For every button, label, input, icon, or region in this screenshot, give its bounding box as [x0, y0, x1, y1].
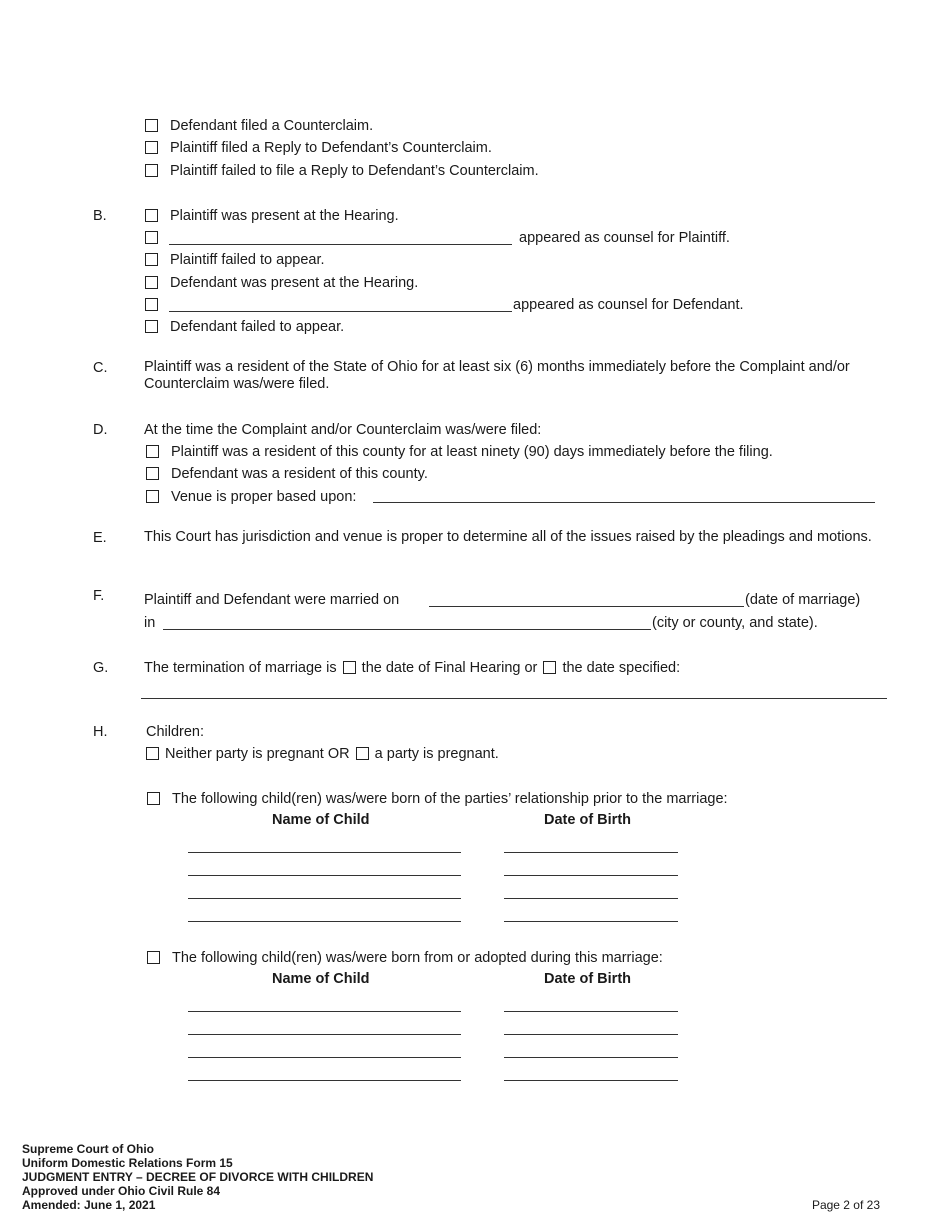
- defendant-failed-checkbox[interactable]: [145, 320, 158, 333]
- counterclaim-checkbox[interactable]: [145, 119, 158, 132]
- marriage-date-field[interactable]: [429, 606, 744, 607]
- during-name-header: Name of Child: [272, 971, 370, 987]
- prior-dob-header: Date of Birth: [544, 812, 631, 828]
- section-d-intro: At the time the Complaint and/or Counterclaim was/were filed:: [144, 422, 542, 438]
- prior-child-name-field[interactable]: [188, 921, 461, 922]
- during-dob-header: Date of Birth: [544, 971, 631, 987]
- during-child-name-field[interactable]: [188, 1080, 461, 1081]
- section-c-text: Plaintiff was a resident of the State of Ohio for at least six (6) months immediately before the Complaint and/or Counterclaim was/were filed.: [144, 359, 850, 392]
- neither-pregnant-label: Neither party is pregnant OR: [165, 746, 350, 762]
- section-c-letter: C.: [93, 360, 108, 376]
- defendant-present-checkbox[interactable]: [145, 276, 158, 289]
- counterclaim-label: Defendant filed a Counterclaim.: [170, 118, 374, 134]
- section-b-letter: B.: [93, 208, 107, 224]
- reply-counterclaim-label: Plaintiff filed a Reply to Defendant’s Counterclaim.: [170, 140, 492, 156]
- children-title: Children:: [146, 724, 205, 740]
- section-f-letter: F.: [93, 588, 105, 604]
- prior-name-header: Name of Child: [272, 812, 370, 828]
- marriage-place-caption: (city or county, and state).: [652, 615, 818, 631]
- defendant-county-resident-checkbox[interactable]: [146, 467, 159, 480]
- prior-child-dob-field[interactable]: [504, 852, 678, 853]
- prior-child-dob-field[interactable]: [504, 921, 678, 922]
- married-on-label: Plaintiff and Defendant were married on: [144, 592, 400, 608]
- during-child-dob-field[interactable]: [504, 1057, 678, 1058]
- final-hearing-label: the date of Final Hearing or: [361, 660, 538, 676]
- venue-basis-field[interactable]: [373, 502, 875, 503]
- children-during-checkbox[interactable]: [147, 951, 160, 964]
- children-prior-checkbox[interactable]: [147, 792, 160, 805]
- section-e-letter: E.: [93, 530, 107, 546]
- party-pregnant-checkbox[interactable]: [356, 747, 369, 760]
- section-h-letter: H.: [93, 724, 108, 740]
- plaintiff-county-resident-checkbox[interactable]: [146, 445, 159, 458]
- footer-form-number: Uniform Domestic Relations Form 15: [22, 1156, 233, 1170]
- venue-proper-checkbox[interactable]: [146, 490, 159, 503]
- section-g-letter: G.: [93, 660, 109, 676]
- plaintiff-county-resident-label: Plaintiff was a resident of this county for at least ninety (90) days immediately before the filing.: [171, 444, 773, 460]
- prior-child-dob-field[interactable]: [504, 875, 678, 876]
- final-hearing-checkbox[interactable]: [343, 661, 356, 674]
- marriage-place-field[interactable]: [163, 629, 651, 630]
- footer-approval: Approved under Ohio Civil Rule 84: [22, 1184, 221, 1198]
- page-number: Page 2 of 23: [811, 1198, 880, 1212]
- termination-row: [144, 659, 680, 677]
- footer-court: Supreme Court of Ohio: [22, 1142, 154, 1156]
- prior-child-name-field[interactable]: [188, 875, 461, 876]
- prior-child-dob-field[interactable]: [504, 898, 678, 899]
- prior-child-name-field[interactable]: [188, 898, 461, 899]
- defendant-county-resident-label: Defendant was a resident of this county.: [171, 466, 428, 482]
- plaintiff-failed-label: Plaintiff failed to appear.: [170, 252, 325, 268]
- during-child-name-field[interactable]: [188, 1011, 461, 1012]
- during-child-dob-field[interactable]: [504, 1011, 678, 1012]
- date-specified-label: the date specified:: [562, 660, 681, 676]
- defendant-counsel-label: appeared as counsel for Defendant.: [513, 297, 744, 313]
- no-reply-counterclaim-checkbox[interactable]: [145, 164, 158, 177]
- footer-form-title: JUDGMENT ENTRY – DECREE OF DIVORCE WITH CHILDREN: [22, 1170, 374, 1184]
- footer-amended: Amended: June 1, 2021: [22, 1198, 156, 1212]
- reply-counterclaim-checkbox[interactable]: [145, 141, 158, 154]
- defendant-counsel-field[interactable]: [169, 311, 512, 312]
- marriage-in-label: in: [144, 615, 156, 631]
- defendant-failed-label: Defendant failed to appear.: [170, 319, 345, 335]
- plaintiff-counsel-checkbox[interactable]: [145, 231, 158, 244]
- party-pregnant-label: a party is pregnant.: [374, 746, 499, 762]
- termination-text: The termination of marriage is: [144, 660, 337, 676]
- plaintiff-counsel-field[interactable]: [169, 244, 512, 245]
- plaintiff-present-label: Plaintiff was present at the Hearing.: [170, 208, 399, 224]
- form-footer: [22, 1142, 373, 1212]
- defendant-counsel-checkbox[interactable]: [145, 298, 158, 311]
- termination-date-field[interactable]: [141, 698, 887, 699]
- during-child-dob-field[interactable]: [504, 1034, 678, 1035]
- plaintiff-present-checkbox[interactable]: [145, 209, 158, 222]
- section-d-letter: D.: [93, 422, 108, 438]
- during-child-name-field[interactable]: [188, 1057, 461, 1058]
- plaintiff-counsel-label: appeared as counsel for Plaintiff.: [519, 230, 730, 246]
- date-specified-checkbox[interactable]: [543, 661, 556, 674]
- venue-proper-label: Venue is proper based upon:: [171, 489, 357, 505]
- pregnancy-row: [146, 745, 499, 763]
- defendant-present-label: Defendant was present at the Hearing.: [170, 275, 419, 291]
- neither-pregnant-checkbox[interactable]: [146, 747, 159, 760]
- prior-child-name-field[interactable]: [188, 852, 461, 853]
- during-child-dob-field[interactable]: [504, 1080, 678, 1081]
- children-prior-label: The following child(ren) was/were born of the parties’ relationship prior to the marriage:: [172, 791, 728, 807]
- plaintiff-failed-checkbox[interactable]: [145, 253, 158, 266]
- children-during-label: The following child(ren) was/were born from or adopted during this marriage:: [172, 950, 663, 966]
- during-child-name-field[interactable]: [188, 1034, 461, 1035]
- marriage-date-caption: (date of marriage): [745, 592, 861, 608]
- section-e-text: This Court has jurisdiction and venue is proper to determine all of the issues raised by the pleadings and motions.: [144, 529, 872, 545]
- no-reply-counterclaim-label: Plaintiff failed to file a Reply to Defendant’s Counterclaim.: [170, 163, 539, 179]
